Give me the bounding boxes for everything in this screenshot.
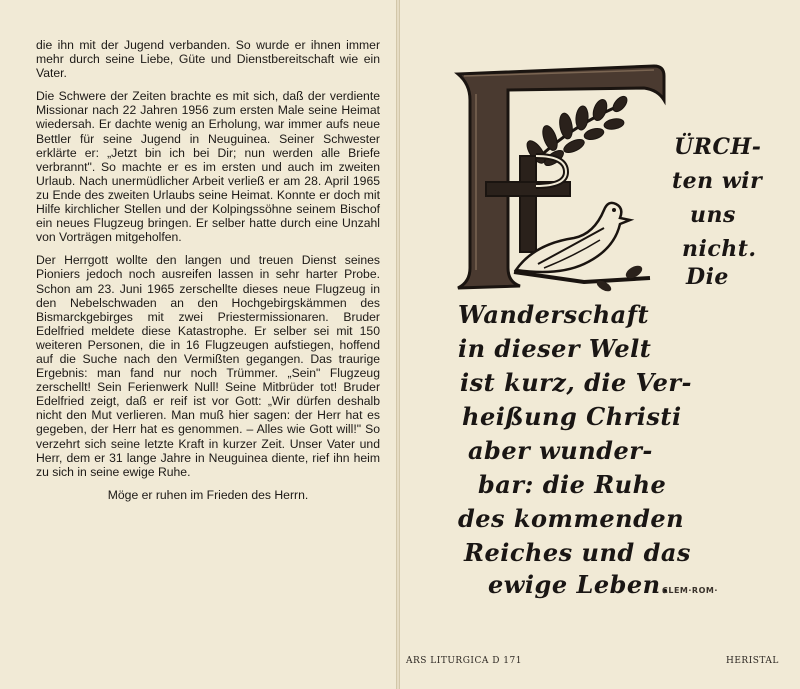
verse-line-2: ten wir <box>672 168 763 194</box>
verse-line-4: nicht. <box>682 236 757 262</box>
verse-line-5: Die <box>686 264 729 290</box>
footer-publisher: ARS LITURGICA D 171 <box>406 656 522 666</box>
decorated-initial <box>454 60 666 292</box>
verse-line-13: Reiches und das <box>464 538 691 567</box>
olive-branch-icon <box>524 94 630 172</box>
verse-line-11: bar: die Ruhe <box>478 470 667 499</box>
initial-letter-graphic <box>454 60 666 292</box>
signature: CLEM·ROM· <box>662 586 718 595</box>
verse-line-8: ist kurz, die Ver- <box>460 368 692 397</box>
paragraph-1: die ihn mit der Jugend verbanden. So wurde er ihnen immer mehr durch seine Liebe, Güte und Dienstbereitschaft wie ein Vater. <box>36 38 380 81</box>
verse-line-9: heißung Christi <box>462 402 682 431</box>
verse-line-10: aber wunder- <box>468 436 653 465</box>
paragraph-2: Die Schwere der Zeiten brachte es mit sich, daß der verdiente Missionar nach 22 Jahren 1956 zum ersten Male seine Heimat wiedersah. Er dachte wenig an Erholung, war immer aufs neue Bettler für seine Jugend in Neuguinea. Seiner Schwester erklärte er: „Jetzt bin ich bei Dir; nun werden alle Briefe verbrannt". So machte er es im ersten und auch im zweiten Urlaub. Nach unermüdlicher Arbeit verließ er am 28. April 1965 zu Ende des zweiten Urlaubs seine Heimat. Konnte er doch mit Hilfe kirchlicher Stellen und der Kolpingssöhne seinem Bischof ein neues Flugzeug bringen. Er selber hatte durch eine Unzahl von Vorträgen mitgeholfen. <box>36 89 380 245</box>
left-page <box>0 0 396 689</box>
footer-imprint: HERISTAL <box>726 656 779 666</box>
paragraph-3: Der Herrgott wollte den langen und treuen Dienst seines Pioniers jedoch noch ausreifen lassen in sehr harter Probe. Schon am 23. Juni 1965 zerschellte dieses neue Flugzeug in den Nebelschwaden an den Hochgebirgskämmen des Bismarckgebirges mit zwei Priestermissionaren. Bruder Edelfried meldete diese Katastrophe. Er selber sei mit 150 weiteren Personen, die in 16 Flugzeugen aufstiegen, hoffend auf die Suche nach den Vermißten gegangen. Das traurige Ergebnis: man fand nur noch Trümmer. „Sein" Flugzeug zerschellt! Sein Ferienwerk Null! Seine Mitbrüder tot! Bruder Edelfried zeigt, daß er reif ist vor Gott: „Wir dürfen deshalb nicht den Mut verlieren. Man muß hier sagen: der Herr hat es gegeben, der Herr hat es genommen. – Alles wie Gott will!" So verzehrt sich seine letzte Kraft in kurzer Zeit. Unser Vater und Herr, dem er 31 lange Jahre in Neuguinea diente, rief ihn heim zu sich in seine ewige Ruhe. <box>36 253 380 479</box>
verse-line-6: Wanderschaft <box>458 300 650 329</box>
verse-line-3: uns <box>690 202 736 228</box>
verse-line-12: des kommenden <box>458 504 685 533</box>
closing-line: Möge er ruhen im Frieden des Herrn. <box>107 487 309 502</box>
verse-line-7: in dieser Welt <box>458 334 652 363</box>
right-page <box>400 0 800 689</box>
verse-line-14: ewige Leben. <box>488 570 670 599</box>
verse-line-1: ÜRCH- <box>674 134 762 160</box>
